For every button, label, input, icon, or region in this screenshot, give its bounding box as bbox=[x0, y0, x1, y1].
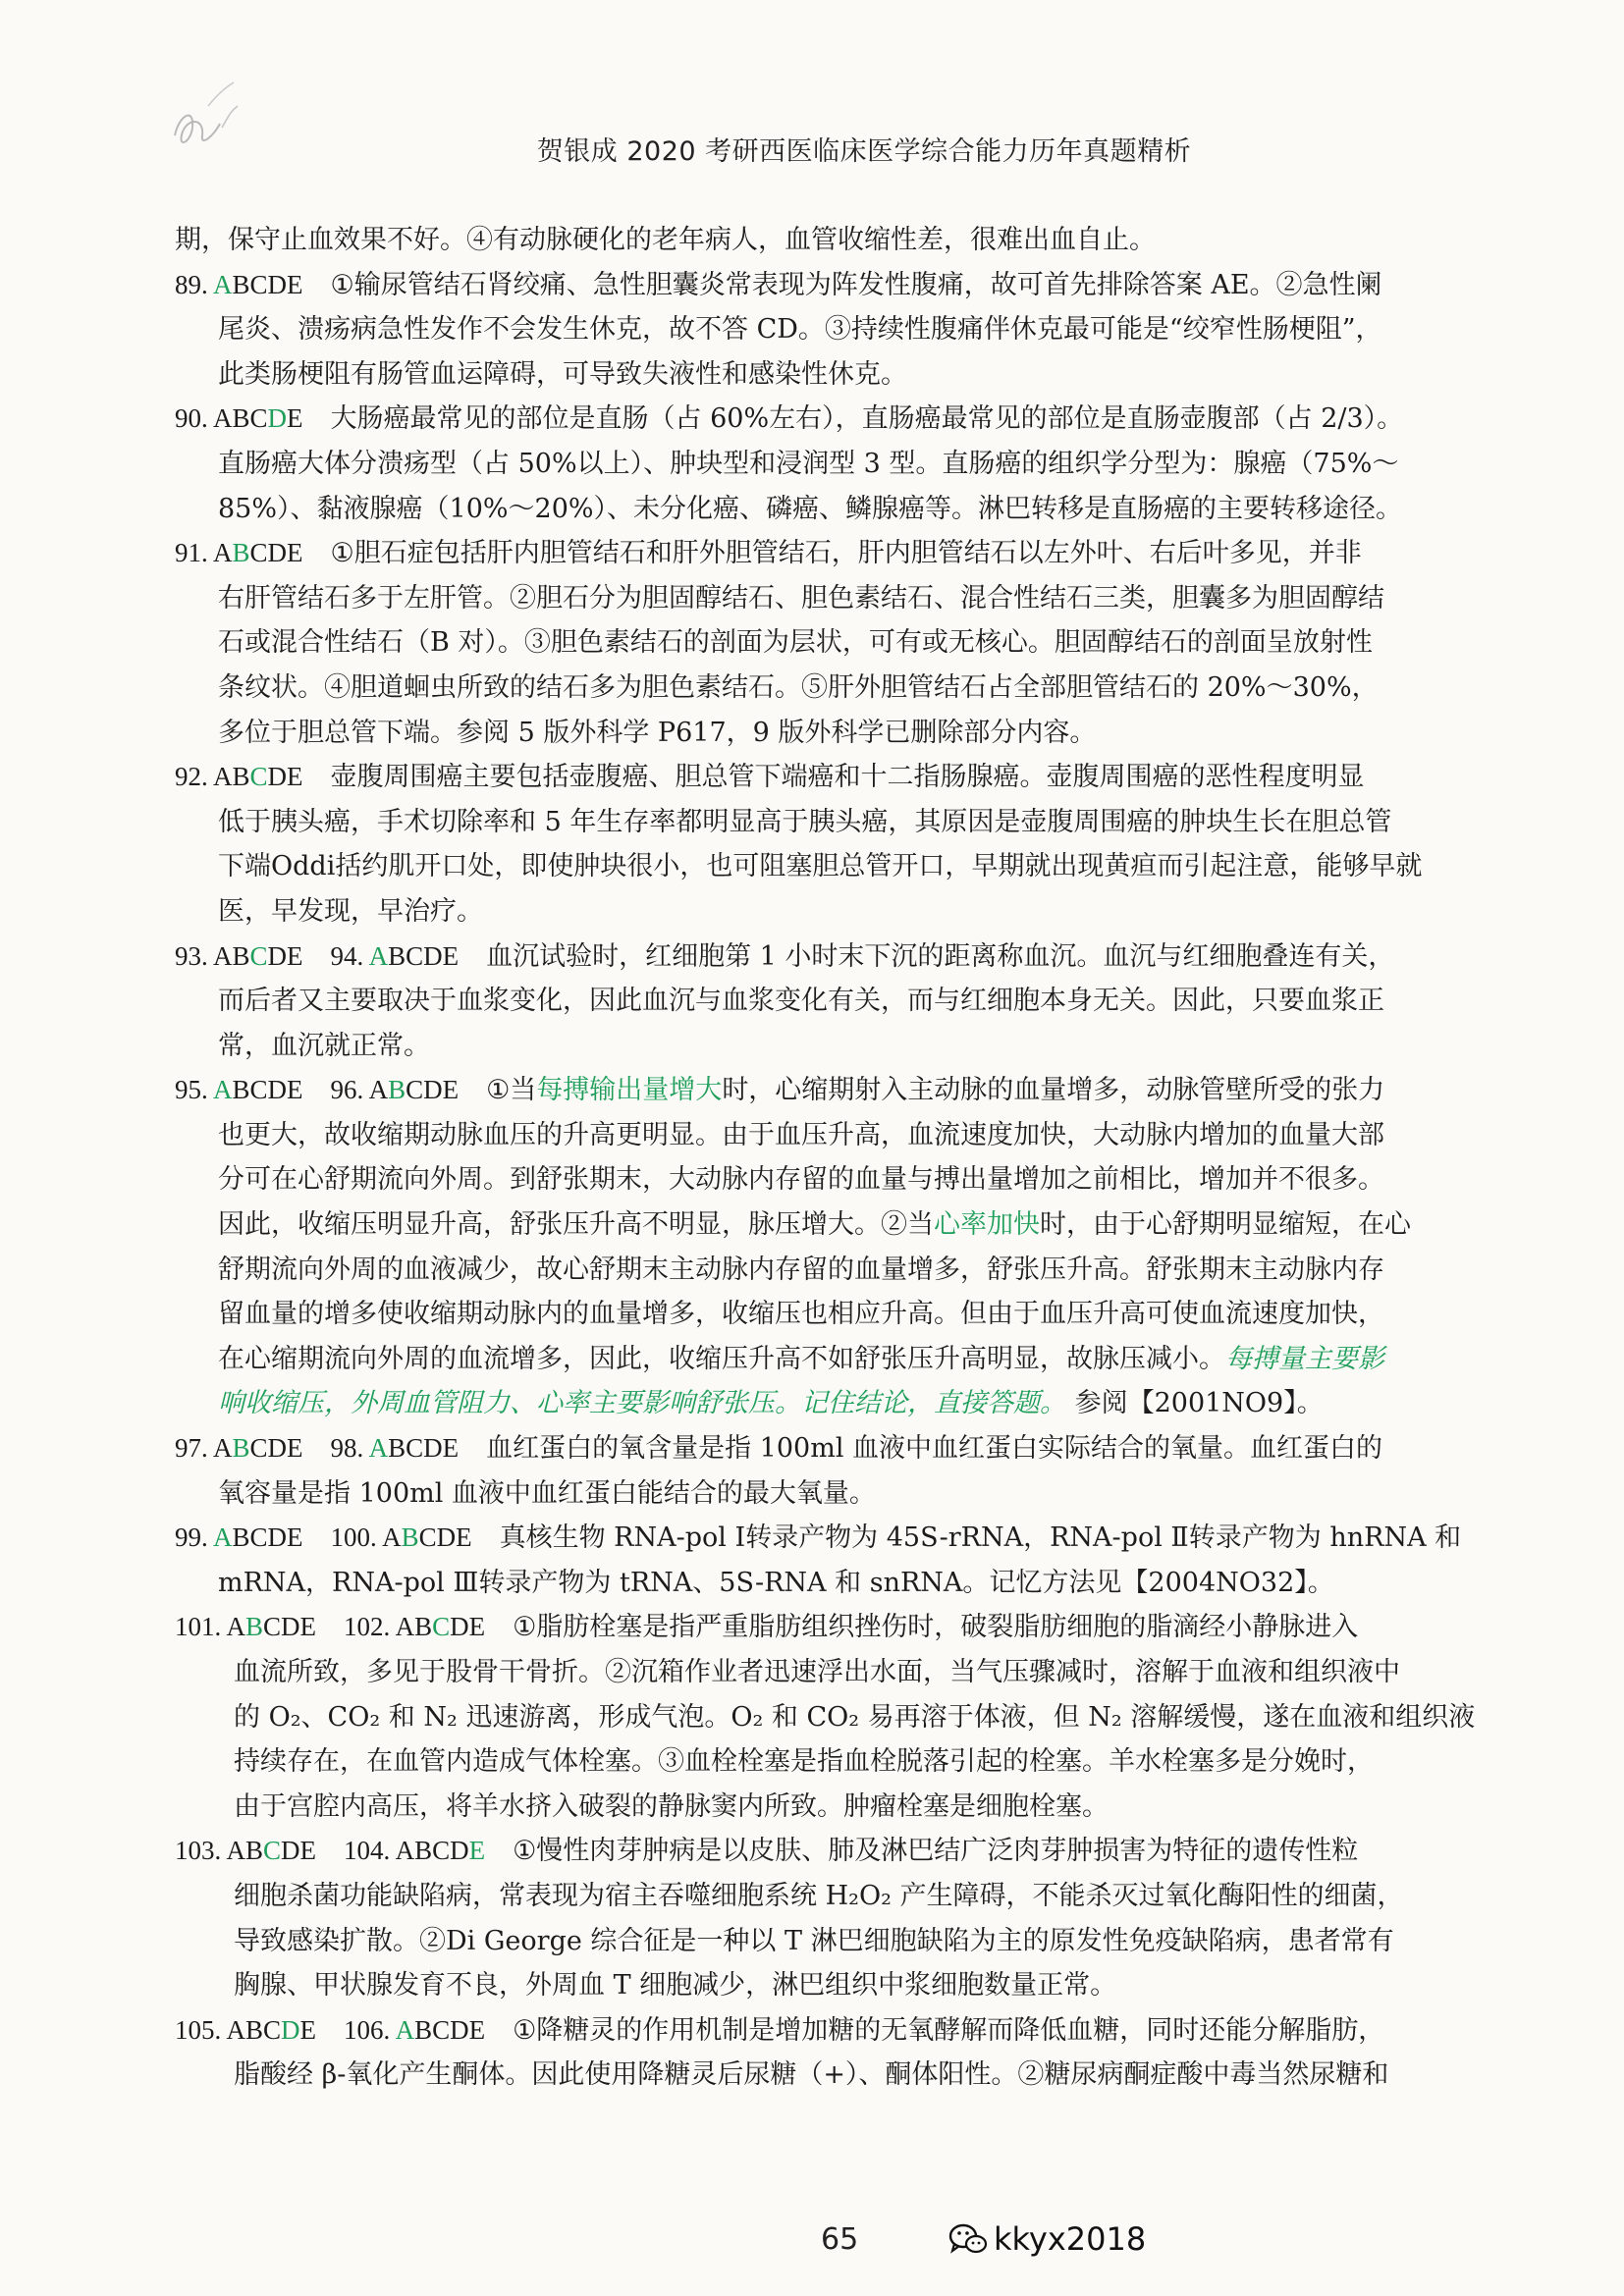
line-text: 也更大，故收缩期动脉血压的升高更明显。由于血压升高，血流速度加快，大动脉内增加的血量大部 bbox=[218, 1119, 1384, 1150]
text-line bbox=[175, 307, 1510, 352]
text-line bbox=[175, 2008, 1510, 2054]
line-text: 多位于胆总管下端。参阅 5 版外科学 P617，9 版外科学已删除部分内容。 bbox=[218, 717, 1097, 748]
line-text: 尾炎、溃疡病急性发作不会发生休克，故不答 CD。③持续性腹痛伴休克最可能是“绞窄性肠梗阻”， bbox=[218, 314, 1382, 346]
line-text: 常，血沉就正常。 bbox=[218, 1030, 430, 1061]
text-line bbox=[175, 531, 1510, 576]
text-line bbox=[175, 442, 1510, 487]
text-line bbox=[175, 1605, 1510, 1650]
text-line bbox=[175, 263, 1510, 308]
line-text: 真核生物 RNA-pol Ⅰ转录产物为 45S-rRNA，RNA-pol Ⅱ转录产物为 hnRNA 和 bbox=[499, 1522, 1462, 1554]
text-line bbox=[175, 1516, 1510, 1561]
text-line bbox=[175, 1157, 1510, 1202]
line-text: 的 O₂、CO₂ 和 N₂ 迅速游离，形成气泡。O₂ 和 CO₂ 易再溶于体液，但 N₂ 溶解缓慢，遂在血液和组织液 bbox=[234, 1701, 1476, 1733]
question-number: 95. bbox=[175, 1075, 214, 1105]
answer-letters: ABCDE bbox=[226, 1612, 317, 1642]
text-line bbox=[175, 666, 1510, 711]
question-number: 94. bbox=[330, 940, 369, 971]
answer-letters: ABCDE bbox=[213, 538, 303, 568]
line-text: ①降糖灵的作用机制是增加糖的无氧酵解而降低血糖，同时还能分解脂肪， bbox=[513, 2014, 1385, 2046]
text-line bbox=[175, 1739, 1510, 1785]
line-text: 参阅【2001NO9】。 bbox=[1066, 1388, 1324, 1419]
question-number: 105. bbox=[175, 2014, 227, 2045]
question-number: 97. bbox=[175, 1433, 214, 1464]
text-line bbox=[175, 979, 1510, 1024]
text-line bbox=[175, 1829, 1510, 1874]
text-line bbox=[175, 1785, 1510, 1830]
answer-letters-2: ABCDE bbox=[395, 1612, 486, 1642]
text-line bbox=[175, 1024, 1510, 1069]
line-text: 细胞杀菌功能缺陷病，常表现为宿主吞噬细胞系统 H₂O₂ 产生障碍，不能杀灭过氧化酶阳性的细菌， bbox=[234, 1880, 1404, 1911]
answer-letters: ABCDE bbox=[213, 403, 303, 434]
question-number: 93. bbox=[175, 940, 214, 971]
question-number: 104. bbox=[344, 1836, 396, 1866]
text-line bbox=[175, 1068, 1510, 1113]
line-text: 分可在心舒期流向外周。到舒张期末，大动脉内存留的血量与搏出量增加之前相比，增加并不很多。 bbox=[218, 1164, 1384, 1196]
line-text: 留血量的增多使收缩期动脉内的血量增多，收缩压也相应升高。但由于血压升高可使血流速度加快， bbox=[218, 1299, 1384, 1330]
text-line bbox=[175, 487, 1510, 532]
text-line bbox=[175, 352, 1510, 398]
answer-letters: ABCDE bbox=[213, 269, 303, 299]
green-annotation: 每搏输出量增大 bbox=[536, 1075, 723, 1106]
line-text: 舒期流向外周的血液减少，故心舒期末主动脉内存留的血量增多，舒张压升高。舒张期末主动脉内存 bbox=[218, 1254, 1384, 1285]
question-number: 96. bbox=[330, 1075, 369, 1105]
text-line bbox=[175, 218, 1510, 263]
line-text: 持续存在，在血管内造成气体栓塞。③血栓栓塞是指血栓脱落引起的栓塞。羊水栓塞多是分娩时， bbox=[234, 1746, 1374, 1778]
line-text: 低于胰头癌，手术切除率和 5 年生存率都明显高于胰头癌，其原因是壶腹周围癌的肿块生长在胆总管 bbox=[218, 806, 1392, 837]
text-line bbox=[175, 1381, 1510, 1426]
question-number: 92. bbox=[175, 762, 214, 792]
line-text: 血红蛋白的氧含量是指 100ml 血液中血红蛋白实际结合的氧量。血红蛋白的 bbox=[486, 1433, 1383, 1465]
green-annotation: 响收缩压，外周血管阻力、心率主要影响舒张压。记住结论，直接答题。 bbox=[218, 1388, 1066, 1419]
line-text: 血沉试验时，红细胞第 1 小时末下沉的距离称血沉。血沉与红细胞叠连有关， bbox=[486, 940, 1395, 972]
text-line bbox=[175, 397, 1510, 442]
question-number: 106. bbox=[344, 2014, 396, 2045]
brand-text: kkyx2018 bbox=[994, 2220, 1147, 2258]
line-text: 导致感染扩散。②Di George 综合征是一种以 T 淋巴细胞缺陷为主的原发性免疫缺陷病，患者常有 bbox=[234, 1925, 1394, 1956]
page-header-title: 贺银成 2020 考研西医临床医学综合能力历年真题精析 bbox=[536, 136, 1192, 167]
text-line bbox=[175, 1561, 1510, 1606]
line-text: 血流所致，多见于股骨干骨折。②沉箱作业者迅速浮出水面，当气压骤减时，溶解于血液和组织液中 bbox=[234, 1657, 1400, 1687]
answer-letters: ABCDE bbox=[213, 1075, 303, 1105]
line-text: ①慢性肉芽肿病是以皮肤、肺及淋巴结广泛肉芽肿损害为特征的遗传性粒 bbox=[513, 1836, 1359, 1867]
line-text: 时，由于心舒期明显缩短，在心 bbox=[1040, 1209, 1411, 1241]
handwritten-mark-icon bbox=[165, 67, 253, 165]
question-number: 102. bbox=[344, 1612, 396, 1642]
line-text: 大肠癌最常见的部位是直肠（占 60%左右），直肠癌最常见的部位是直肠壶腹部（占 2/3）。 bbox=[330, 403, 1404, 435]
page-number: 65 bbox=[821, 2222, 859, 2257]
wechat-icon bbox=[948, 2222, 988, 2256]
footer-brand bbox=[948, 2220, 1146, 2258]
question-number: 89. bbox=[175, 269, 214, 299]
answer-letters: ABCDE bbox=[213, 762, 303, 792]
question-number: 101. bbox=[175, 1612, 227, 1642]
line-text: 下端Oddi括约肌开口处，即使肿块很小，也可阻塞胆总管开口，早期就出现黄疸而引起注意，能够早就 bbox=[218, 851, 1423, 882]
question-number: 91. bbox=[175, 538, 214, 568]
answer-explanations bbox=[175, 218, 1510, 2098]
line-text: ①胆石症包括肝内胆管结石和肝外胆管结石，肝内胆管结石以左外叶、右后叶多见，并非 bbox=[330, 538, 1362, 569]
text-line bbox=[175, 1202, 1510, 1248]
text-line bbox=[175, 1248, 1510, 1293]
line-text: 85%）、黏液腺癌（10%～20%）、未分化癌、磷癌、鳞腺癌等。淋巴转移是直肠癌的主要转移途径。 bbox=[218, 493, 1403, 524]
line-text: 胸腺、甲状腺发育不良，外周血 T 细胞减少，淋巴组织中浆细胞数量正常。 bbox=[234, 1970, 1117, 2002]
text-line bbox=[175, 1471, 1510, 1517]
text-line bbox=[175, 1292, 1510, 1337]
answer-letters-2: ABCDE bbox=[368, 1433, 460, 1464]
text-line bbox=[175, 620, 1510, 666]
text-line bbox=[175, 1113, 1510, 1158]
question-number: 98. bbox=[330, 1433, 369, 1464]
line-text: 时，心缩期射入主动脉的血量增多，动脉管壁所受的张力 bbox=[722, 1075, 1385, 1106]
line-text: 右肝管结石多于左肝管。②胆石分为胆固醇结石、胆色素结石、混合性结石三类，胆囊多为胆固醇结 bbox=[218, 582, 1384, 614]
line-text: mRNA，RNA-pol Ⅲ转录产物为 tRNA、5S-RNA 和 snRNA。记忆方法见【2004NO32】。 bbox=[218, 1567, 1334, 1598]
green-annotation: 每搏量主要影 bbox=[1225, 1343, 1384, 1374]
text-line bbox=[175, 889, 1510, 934]
line-text: 脂酸经 β-氧化产生酮体。因此使用降糖灵后尿糖（+）、酮体阳性。②糖尿病酮症酸中毒当然尿糖和 bbox=[234, 2059, 1389, 2091]
line-text: 期，保守止血效果不好。④有动脉硬化的老年病人，血管收缩性差，很难出血自止。 bbox=[175, 225, 1156, 255]
text-line bbox=[175, 1695, 1510, 1740]
text-line bbox=[175, 755, 1510, 800]
line-text: 壶腹周围癌主要包括壶腹癌、胆总管下端癌和十二指肠腺癌。壶腹周围癌的恶性程度明显 bbox=[330, 762, 1365, 793]
answer-letters: ABCDE bbox=[226, 1836, 317, 1866]
text-line bbox=[175, 1874, 1510, 1919]
text-line bbox=[175, 711, 1510, 756]
answer-letters: ABCDE bbox=[213, 1522, 303, 1553]
line-text: 氧容量是指 100ml 血液中血红蛋白能结合的最大氧量。 bbox=[218, 1477, 876, 1509]
answer-letters-2: ABCDE bbox=[368, 1075, 460, 1105]
answer-letters-2: ABCDE bbox=[368, 940, 460, 971]
question-number: 100. bbox=[330, 1522, 383, 1553]
text-line bbox=[175, 2053, 1510, 2098]
line-text: 而后者又主要取决于血浆变化，因此血沉与血浆变化有关，而与红细胞本身无关。因此，只要血浆正 bbox=[218, 986, 1384, 1017]
answer-letters: ABCDE bbox=[213, 1433, 303, 1464]
answer-letters: ABCDE bbox=[213, 940, 303, 971]
text-line bbox=[175, 844, 1510, 889]
answer-letters-2: ABCDE bbox=[382, 1522, 472, 1553]
line-text: 在心缩期流向外周的血流增多，因此，收缩压升高不如舒张压升高明显，故脉压减小。 bbox=[218, 1343, 1225, 1374]
line-text: 条纹状。④胆道蛔虫所致的结石多为胆色素结石。⑤肝外胆管结石占全部胆管结石的 20%～30%， bbox=[218, 671, 1379, 703]
text-line bbox=[175, 934, 1510, 980]
line-text: 医，早发现，早治疗。 bbox=[218, 895, 483, 927]
line-text: ①脂肪栓塞是指严重脂肪组织挫伤时，破裂脂肪细胞的脂滴经小静脉进入 bbox=[513, 1612, 1359, 1643]
answer-letters: ABCDE bbox=[226, 2014, 317, 2045]
question-number: 103. bbox=[175, 1836, 227, 1866]
text-line bbox=[175, 1426, 1510, 1471]
line-text: 因此，收缩压明显升高，舒张压升高不明显，脉压增大。②当 bbox=[218, 1209, 934, 1241]
answer-letters-2: ABCDE bbox=[395, 2014, 486, 2045]
line-text: 此类肠梗阻有肠管血运障碍，可导致失液性和感染性休克。 bbox=[218, 358, 907, 390]
line-text: 由于宫腔内高压，将羊水挤入破裂的静脉窦内所致。肿瘤栓塞是细胞栓塞。 bbox=[234, 1790, 1109, 1822]
text-line bbox=[175, 1650, 1510, 1695]
question-number: 90. bbox=[175, 403, 214, 434]
line-text: ①输尿管结石肾绞痛、急性胆囊炎常表现为阵发性腹痛，故可首先排除答案 AE。②急性阑 bbox=[330, 269, 1382, 300]
line-text: ①当 bbox=[486, 1075, 537, 1106]
answer-letters-2: ABCDE bbox=[395, 1836, 486, 1866]
line-text: 直肠癌大体分溃疡型（占 50%以上）、肿块型和浸润型 3 型。直肠癌的组织学分型为：腺癌（75%～ bbox=[218, 448, 1399, 479]
text-line bbox=[175, 576, 1510, 621]
question-number: 99. bbox=[175, 1522, 214, 1553]
line-text: 石或混合性结石（B 对）。③胆色素结石的剖面为层状，可有或无核心。胆固醇结石的剖面呈放射性 bbox=[218, 627, 1373, 659]
text-line bbox=[175, 800, 1510, 845]
text-line bbox=[175, 1963, 1510, 2008]
green-annotation: 心率加快 bbox=[934, 1209, 1040, 1241]
text-line bbox=[175, 1919, 1510, 1964]
text-line bbox=[175, 1337, 1510, 1382]
